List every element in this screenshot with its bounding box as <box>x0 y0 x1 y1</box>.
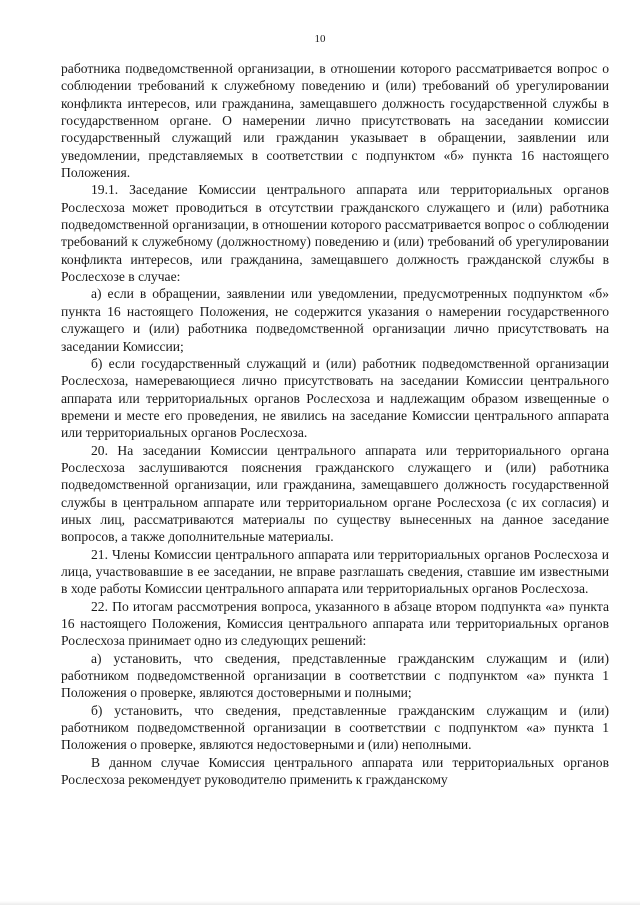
paragraph-22-note: В данном случае Комиссия центрального аппарата или территориальных органов Рослесхоза рекомендует руководителю применить к гражданскому <box>61 754 609 788</box>
paragraph-20: 20. На заседании Комиссии центрального аппарата или территориального органа Рослесхоза заслушиваются пояснения гражданского служащего и (или) работника подведомственной организации, или гражданина, замещавшего должность государственной службы в центральном аппарате или территориальном органе Рослесхоза (с их согласия) и иных лиц, рассматриваются материалы по существу вынесенных на данное заседание вопросов, а также дополнительные материалы. <box>61 442 609 545</box>
scan-bottom-edge <box>0 901 640 905</box>
paragraph-19-1: 19.1. Заседание Комиссии центрального аппарата или территориальных органов Рослесхоза может проводиться в отсутствии гражданского служащего и (или) работника подведомственной организации, в отношении которого рассматривается вопрос о соблюдении требований к служебному (должностному) поведению и (или) требований об урегулировании конфликта интересов, или гражданина, замещавшего должность гражданской службы в Рослесхозе в случае: <box>61 182 609 285</box>
page-number: 10 <box>314 33 326 45</box>
document-body <box>61 60 609 788</box>
paragraph-22-a: а) установить, что сведения, представленные гражданским служащим и (или) работником подведомственной организации в соответствии с подпунктом «а» пункта 1 Положения о проверке, являются достоверными и полными; <box>61 650 609 701</box>
paragraph-22: 22. По итогам рассмотрения вопроса, указанного в абзаце втором подпункта «а» пункта 16 настоящего Положения, Комиссия центрального аппарата или территориальных органов Рослесхоза принимает одно из следующих решений: <box>61 598 609 649</box>
paragraph-continuation: работника подведомственной организации, в отношении которого рассматривается вопрос о соблюдении требований к служебному поведению и (или) требований об урегулировании конфликта интересов, или гражданина, замещавшего должность государственной службы в государственном органе. О намерении лично присутствовать на заседании комиссии государственный служащий или гражданин указывает в обращении, заявлении или уведомлении, представляемых в соответствии с подпунктом «б» пункта 16 настоящего Положения. <box>61 61 609 181</box>
paragraph-19-1-b: б) если государственный служащий и (или) работник подведомственной организации Рослесхоза, намеревающиеся лично присутствовать на заседании Комиссии центрального аппарата или территориальных органов Рослесхоза и надлежащим образом извещенные о времени и месте его проведения, не явились на заседание Комиссии центрального аппарата или территориальных органов Рослесхоза. <box>61 355 609 441</box>
paragraph-19-1-a: а) если в обращении, заявлении или уведомлении, предусмотренных подпунктом «б» пункта 16 настоящего Положения, не содержится указания о намерении государственного служащего и (или) работника подведомственной организации лично присутствовать на заседании Комиссии; <box>61 286 609 354</box>
paragraph-21: 21. Члены Комиссии центрального аппарата или территориальных органов Рослесхоза и лица, участвовавшие в ее заседании, не вправе разглашать сведения, ставшие им известными в ходе работы Комиссии центрального аппарата или территориальных органов Рослесхоза. <box>61 546 609 597</box>
paragraph-22-b: б) установить, что сведения, представленные гражданским служащим и (или) работником подведомственной организации в соответствии с подпунктом «а» пункта 1 Положения о проверке, являются недостоверными и (или) неполными. <box>61 702 609 753</box>
